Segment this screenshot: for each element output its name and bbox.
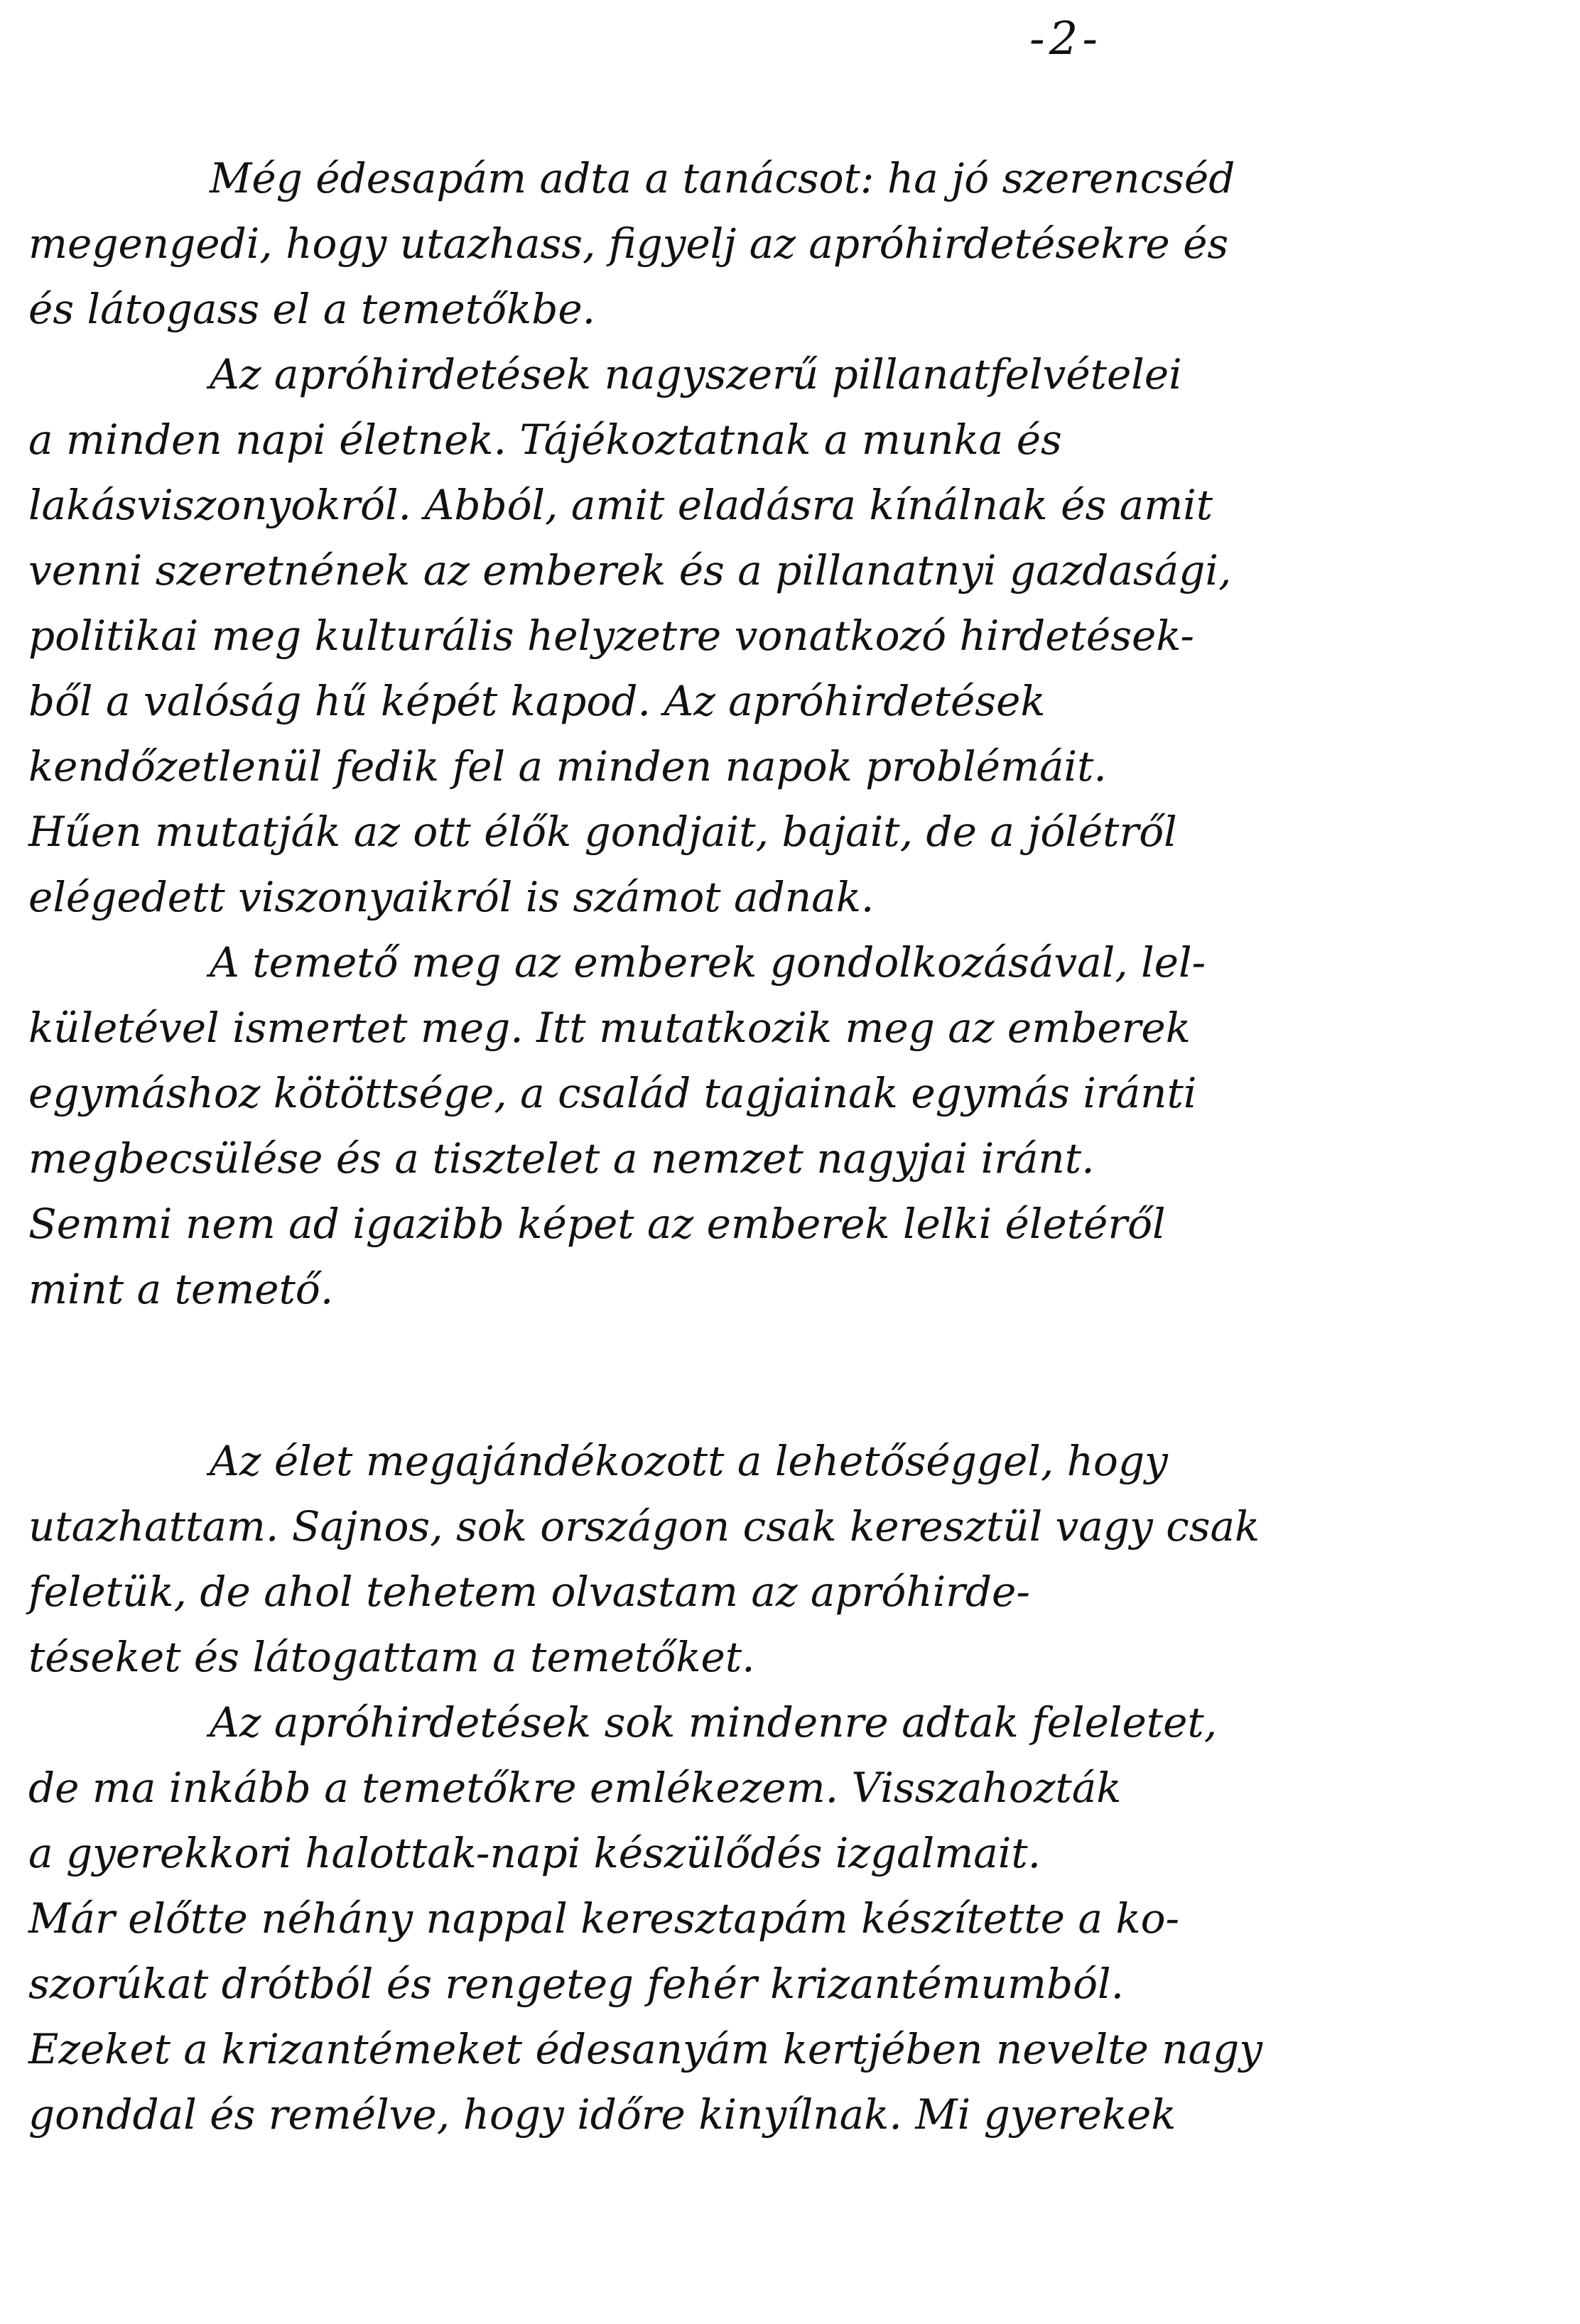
text-line: ből a valóság hű képét kapod. Az apróhirdetések: [28, 677, 1046, 725]
text-line: Már előtte néhány nappal keresztapám készítette a ko-: [28, 1894, 1180, 1943]
text-line: Hűen mutatják az ott élők gondjait, bajait, de a jólétről: [28, 808, 1177, 856]
text-line: kendőzetlenül fedik fel a minden napok problémáit.: [28, 742, 1107, 791]
text-line: a gyerekkori halottak-napi készülődés izgalmait.: [28, 1829, 1041, 1877]
text-line: Az apróhirdetések sok mindenre adtak feleletet,: [210, 1698, 1218, 1747]
text-line: mint a temető.: [28, 1265, 334, 1313]
text-line: Az élet megajándékozott a lehetőséggel, hogy: [210, 1437, 1168, 1485]
text-line: és látogass el a temetőkbe.: [28, 285, 596, 333]
text-line: megbecsülése és a tisztelet a nemzet nagyjai iránt.: [28, 1134, 1095, 1183]
text-line: szorúkat drótból és rengeteg fehér krizantémumból.: [28, 1960, 1125, 2008]
text-line: feletük, de ahol tehetem olvastam az apróhirde-: [28, 1568, 1030, 1616]
text-line: Még édesapám adta a tanácsot: ha jó szerencséd: [210, 154, 1235, 202]
page-number: -2-: [1029, 13, 1102, 65]
text-line: Semmi nem ad igazibb képet az emberek lelki életéről: [28, 1200, 1166, 1248]
text-line: egymáshoz kötöttsége, a család tagjainak egymás iránti: [28, 1069, 1197, 1117]
text-line: elégedett viszonyaikról is számot adnak.: [28, 873, 875, 921]
text-line: utazhattam. Sajnos, sok országon csak keresztül vagy csak: [28, 1502, 1260, 1551]
handwritten-body: [28, 146, 1556, 2147]
text-line: gonddal és remélve, hogy időre kinyílnak. Mi gyerekek: [28, 2090, 1176, 2139]
text-line: Az apróhirdetések nagyszerű pillanatfelvételei: [210, 350, 1182, 398]
text-line: megengedi, hogy utazhass, figyelj az apróhirdetésekre és: [28, 219, 1229, 268]
text-line: politikai meg kulturális helyzetre vonatkozó hirdetések-: [28, 612, 1195, 660]
text-line: venni szeretnének az emberek és a pillanatnyi gazdasági,: [28, 546, 1232, 594]
text-line: de ma inkább a temetőkre emlékezem. Visszahozták: [28, 1764, 1122, 1812]
text-line: lakásviszonyokról. Abból, amit eladásra kínálnak és amit: [28, 481, 1213, 529]
text-line: A temető meg az emberek gondolkozásával, lel-: [210, 938, 1206, 987]
text-line: téseket és látogattam a temetőket.: [28, 1633, 755, 1681]
text-line: a minden napi életnek. Tájékoztatnak a munka és: [28, 416, 1062, 464]
text-line: Ezeket a krizantémeket édesanyám kertjében nevelte nagy: [28, 2025, 1263, 2073]
text-line: kületével ismertet meg. Itt mutatkozik meg az emberek: [28, 1004, 1191, 1052]
